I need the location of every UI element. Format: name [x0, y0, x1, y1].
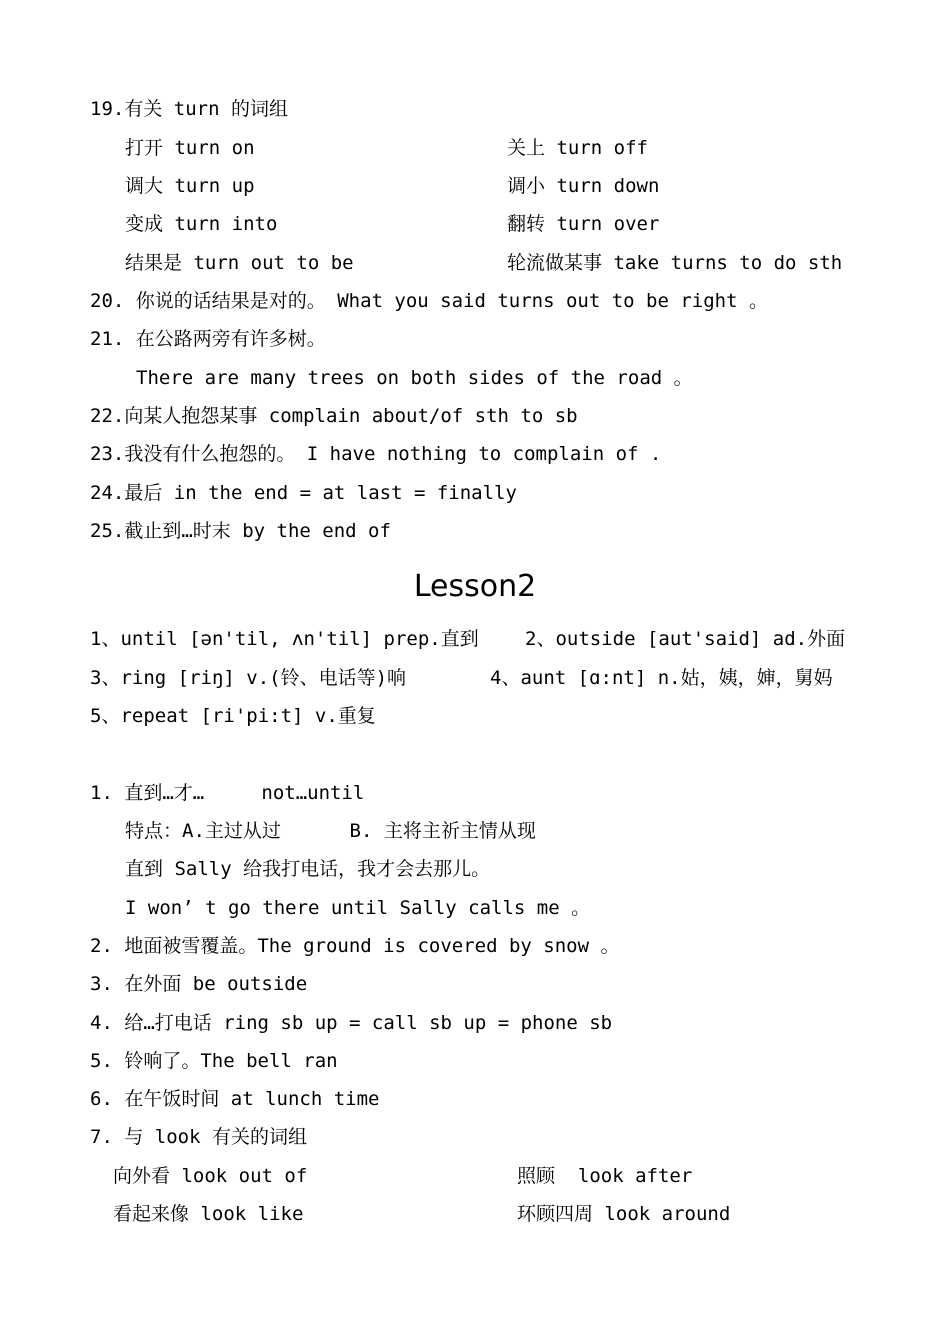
item-21-zh: 21. 在公路两旁有许多树。: [90, 328, 326, 350]
note-1-feature: 特点：A.主过从过 B. 主将主祈主情从现: [125, 820, 536, 842]
vocab-repeat: 5、repeat [ri'pi:t] v.重复: [90, 705, 376, 727]
note-3: 3. 在外面 be outside: [90, 973, 308, 995]
phrase-look-around: 环顾四周 look around: [517, 1203, 731, 1225]
vocab-aunt: 4、aunt [ɑ:nt] n.姑，姨，婶，舅妈: [490, 667, 833, 689]
phrase-look-like: 看起来像 look like: [113, 1203, 304, 1225]
note-7: 7. 与 look 有关的词组: [90, 1126, 307, 1148]
note-1: 1. 直到…才… not…until: [90, 782, 365, 804]
phrase-turn-up: 调大 turn up: [125, 175, 255, 197]
note-1-example-zh: 直到 Sally 给我打电话，我才会去那儿。: [125, 858, 491, 880]
item-21-en: There are many trees on both sides of the road 。: [136, 367, 693, 389]
note-2: 2. 地面被雪覆盖。The ground is covered by snow 。: [90, 935, 620, 957]
phrase-turn-on: 打开 turn on: [125, 137, 255, 159]
lesson-title: Lesson2: [413, 569, 537, 604]
note-4: 4. 给…打电话 ring sb up = call sb up = phone sb: [90, 1012, 613, 1034]
phrase-look-after: 照顾 look after: [517, 1165, 693, 1187]
note-1-example-en: I won’ t go there until Sally calls me 。: [125, 897, 591, 919]
vocab-outside: 2、outside [aut'said] ad.外面: [525, 628, 846, 650]
phrase-turn-over: 翻转 turn over: [507, 213, 660, 235]
item-25: 25.截止到…时末 by the end of: [90, 520, 391, 542]
item-23: 23.我没有什么抱怨的。 I have nothing to complain of .: [90, 443, 662, 465]
phrase-turn-into: 变成 turn into: [125, 213, 278, 235]
item-24: 24.最后 in the end = at last = finally: [90, 482, 517, 504]
note-6: 6. 在午饭时间 at lunch time: [90, 1088, 380, 1110]
phrase-look-out-of: 向外看 look out of: [113, 1165, 308, 1187]
phrase-turn-out-to-be: 结果是 turn out to be: [125, 252, 354, 274]
item-22: 22.向某人抱怨某事 complain about/of sth to sb: [90, 405, 578, 427]
vocab-ring: 3、ring [riŋ] v.(铃、电话等)响: [90, 667, 407, 689]
phrase-turn-down: 调小 turn down: [507, 175, 660, 197]
phrase-take-turns: 轮流做某事 take turns to do sth: [507, 252, 843, 274]
item-20: 20. 你说的话结果是对的。 What you said turns out to be right 。: [90, 290, 768, 312]
phrase-turn-off: 关上 turn off: [507, 137, 648, 159]
note-5: 5. 铃响了。The bell ran: [90, 1050, 338, 1072]
vocab-until: 1、until [ən'til, ʌn'til] prep.直到: [90, 628, 479, 650]
item-19-heading: 19.有关 turn 的词组: [90, 98, 288, 120]
